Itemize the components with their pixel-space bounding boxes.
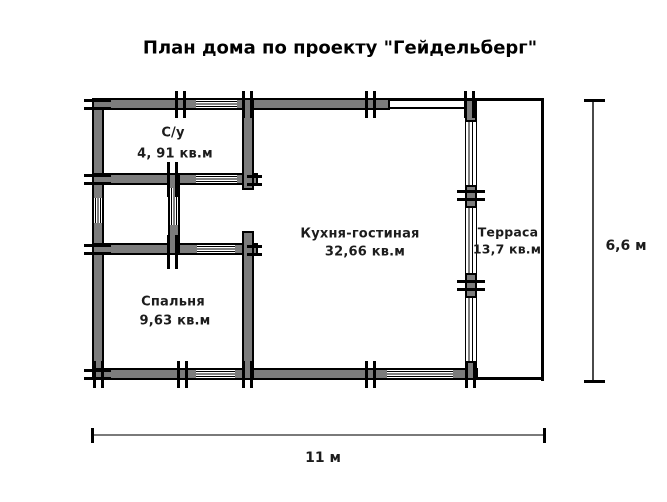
terrace-outline-bottom — [477, 377, 544, 380]
room-area-kitchen: 32,66 кв.м — [324, 244, 406, 260]
log-end-tick — [242, 91, 253, 118]
terrace-glazing-1 — [465, 122, 477, 185]
terrace-glazing-2 — [465, 208, 477, 273]
log-end-tick — [84, 369, 111, 380]
kitchen-top-opening-line — [390, 107, 465, 109]
log-end-tick — [84, 244, 111, 255]
log-end-tick — [464, 91, 475, 118]
dimension-line-height — [592, 100, 594, 382]
log-end-tick — [175, 91, 186, 118]
window-bedroom — [196, 368, 235, 380]
plan-title: План дома по проекту "Гейдельберг" — [142, 37, 538, 59]
wall-exterior-left — [92, 98, 104, 380]
window-kitchen — [387, 368, 453, 380]
log-end-tick — [457, 190, 485, 201]
dimension-label-height: 6,6 м — [605, 238, 647, 254]
terrace-outline-right — [541, 98, 544, 381]
dimension-cap-left — [91, 428, 94, 443]
dimension-cap-bottom — [584, 380, 605, 383]
room-area-bathroom: 4, 91 кв.м — [137, 146, 213, 162]
room-label-terrace: Терраса — [477, 224, 539, 240]
log-end-tick — [365, 361, 376, 388]
log-end-tick — [177, 361, 188, 388]
log-end-tick — [247, 245, 262, 256]
door-bedroom — [197, 243, 235, 255]
room-label-bedroom: Спальня — [141, 294, 205, 310]
dimension-cap-right — [543, 428, 546, 443]
log-end-tick — [167, 235, 178, 269]
log-end-tick — [365, 91, 376, 118]
dimension-line-width — [92, 434, 544, 436]
entrance-door-left — [92, 198, 104, 223]
room-area-bedroom: 9,63 кв.м — [139, 313, 211, 329]
terrace-glazing-3 — [465, 298, 477, 361]
log-end-tick — [84, 99, 111, 110]
room-area-terrace: 13,7 кв.м — [472, 241, 542, 257]
room-label-bathroom: С/у — [161, 125, 185, 141]
room-label-kitchen: Кухня-гостиная — [300, 226, 420, 242]
wall-exterior-top — [92, 98, 390, 110]
dimension-label-width: 11 м — [305, 450, 341, 466]
log-end-tick — [465, 361, 476, 388]
log-end-tick — [242, 361, 253, 388]
log-end-tick — [167, 162, 178, 197]
door-bathroom — [196, 173, 237, 185]
log-end-tick — [84, 174, 111, 185]
dimension-cap-top — [584, 99, 605, 102]
window-top-wall — [196, 98, 237, 110]
log-end-tick — [247, 175, 262, 186]
log-end-tick — [457, 280, 485, 291]
